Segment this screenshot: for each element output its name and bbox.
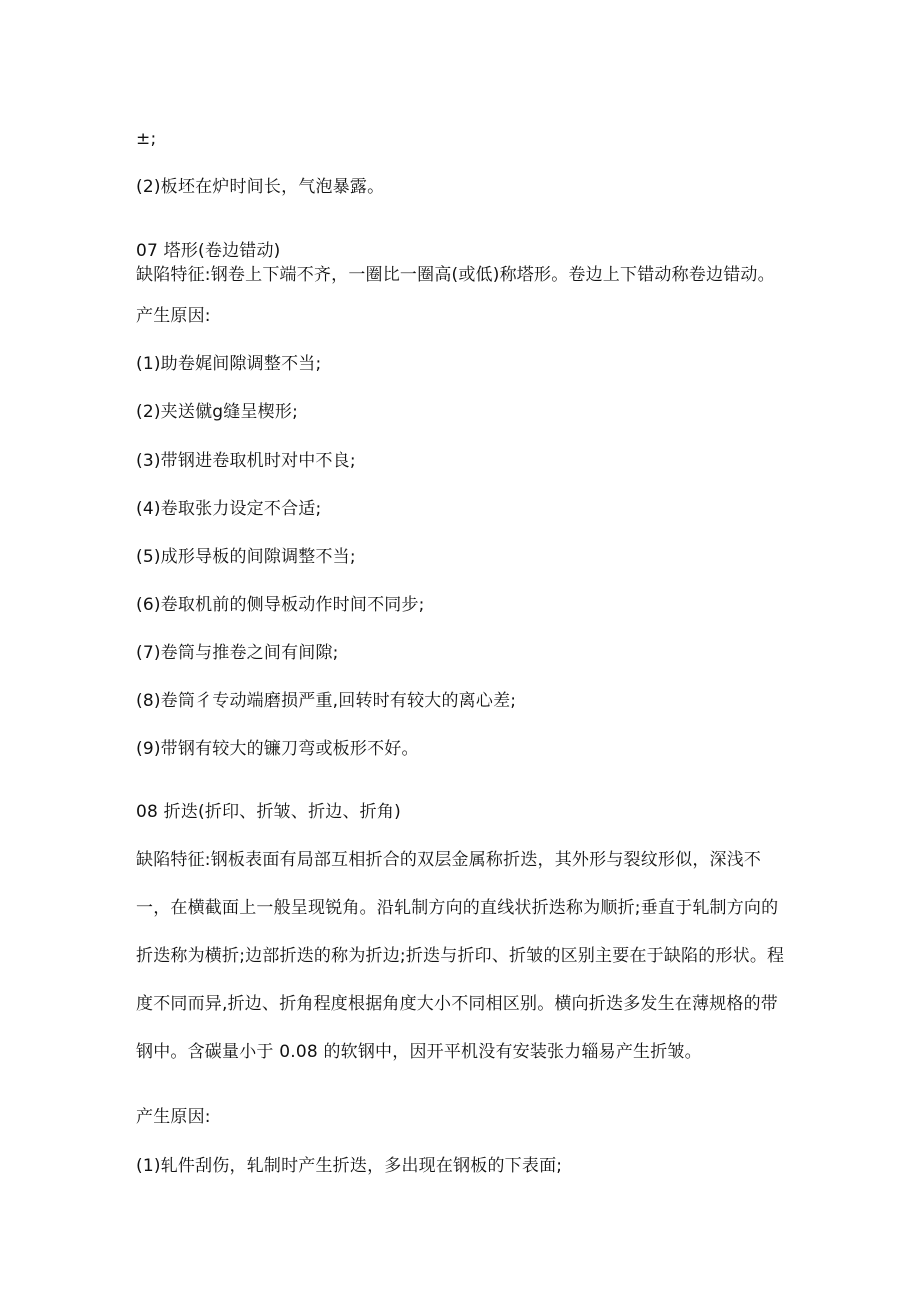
cause-item-9: (9)带钢有较大的镰刀弯或板形不好。 bbox=[136, 739, 419, 759]
defect-feature-08-line-4: 度不同而异,折边、折角程度根据角度大小不同相区别。横向折迭多发生在薄规格的带 bbox=[136, 994, 779, 1014]
cause-item-6: (6)卷取机前的侧导板动作时间不同步; bbox=[136, 595, 425, 615]
cause-item-5: (5)成形导板的间隙调整不当; bbox=[136, 547, 356, 567]
cause-item-3: (3)带钢进卷取机时对中不良; bbox=[136, 451, 356, 471]
cause-item-7: (7)卷筒与推卷之间有间隙; bbox=[136, 643, 339, 663]
cause-item-1: (1)助卷娓间隙调整不当; bbox=[136, 354, 322, 374]
section-heading-07: 07 塔形(卷边错动) bbox=[136, 241, 281, 261]
cause-item-08-1: (1)轧件刮伤，轧制时产生折迭，多出现在钢板的下表面; bbox=[136, 1156, 563, 1176]
defect-feature-07: 缺陷特征:钢卷上下端不齐，一圈比一圈高(或低)称塔形。卷边上下错动称卷边错动。 bbox=[136, 265, 775, 285]
causes-label-07: 产生原因: bbox=[136, 306, 211, 326]
defect-feature-08-line-3: 折迭称为横折;边部折迭的称为折边;折迭与折印、折皱的区别主要在于缺陷的形状。程 bbox=[136, 946, 785, 966]
text-line-continuation: ±; bbox=[136, 129, 157, 149]
text-line-cause-2: (2)板坯在炉时间长，气泡暴露。 bbox=[136, 177, 385, 197]
defect-feature-08-line-2: 一，在横截面上一般呈现锐角。沿轧制方向的直线状折迭称为顺折;垂直于轧制方向的 bbox=[136, 898, 779, 918]
defect-feature-08-line-5: 钢中。含碳量小于 0.08 的软钢中，因开平机没有安装张力辎易产生折皱。 bbox=[136, 1042, 702, 1062]
defect-feature-08-line-1: 缺陷特征:钢板表面有局部互相折合的双层金属称折迭，其外形与裂纹形似，深浅不 bbox=[136, 850, 762, 870]
section-heading-08: 08 折迭(折印、折皱、折边、折角) bbox=[136, 802, 401, 822]
cause-item-4: (4)卷取张力设定不合适; bbox=[136, 499, 322, 519]
causes-label-08: 产生原因: bbox=[136, 1107, 211, 1127]
cause-item-2: (2)夹送僦g缝呈楔形; bbox=[136, 402, 298, 422]
cause-item-8: (8)卷筒彳专动端磨损严重,回转时有较大的离心差; bbox=[136, 691, 517, 711]
